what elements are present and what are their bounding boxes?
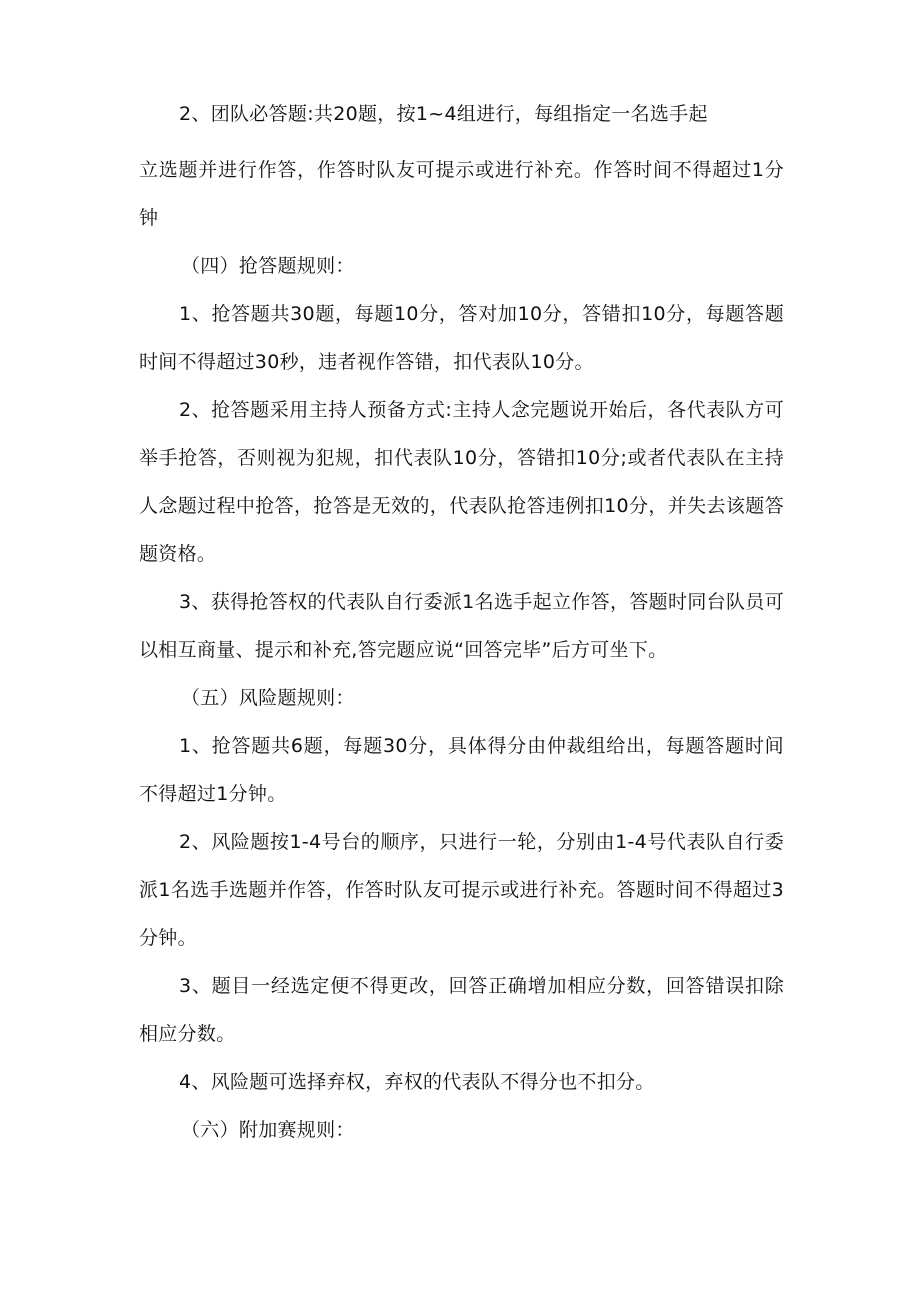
section-heading-tiebreaker-rules: （六）附加赛规则： (181, 1119, 355, 1141)
paragraph-risk-rule-4: 4、风险题可选择弃权，弃权的代表队不得分也不扣分。 (179, 1071, 655, 1093)
paragraph-risk-rule-1: 1、抢答题共6题，每题30分，具体得分由仲裁组给出，每题答题时间不得超过1分钟。 (139, 735, 784, 805)
paragraph-risk-rule-3: 3、题目一经选定便不得更改，回答正确增加相应分数，回答错误扣除相应分数。 (139, 975, 784, 1045)
section-heading-risk-rules: （五）风险题规则： (181, 687, 355, 709)
paragraph-buzzer-rule-2: 2、抢答题采用主持人预备方式:主持人念完题说开始后，各代表队方可举手抢答，否则视为犯规，扣代表队10分，答错扣10分;或者代表队在主持人念题过程中抢答，抢答是无效的，代表队抢答违例扣10分，并失去该题答题资格。 (139, 399, 784, 565)
paragraph-team-required-continued: 立选题并进行作答，作答时队友可提示或进行补充。作答时间不得超过1分钟 (139, 159, 784, 229)
paragraph-buzzer-rule-3: 3、获得抢答权的代表队自行委派1名选手起立作答，答题时同台队员可以相互商量、提示和补充,答完题应说“回答完毕”后方可坐下。 (139, 591, 784, 661)
paragraph-risk-rule-2: 2、风险题按1-4号台的顺序，只进行一轮，分别由1-4号代表队自行委派1名选手选题并作答，作答时队友可提示或进行补充。答题时间不得超过3分钟。 (139, 831, 784, 949)
section-heading-buzzer-rules: （四）抢答题规则： (181, 255, 355, 277)
paragraph-team-required-questions: 2、团队必答题:共20题，按1~4组进行，每组指定一名选手起 (179, 103, 708, 125)
paragraph-buzzer-rule-1: 1、抢答题共30题，每题10分，答对加10分，答错扣10分，每题答题时间不得超过30秒，违者视作答错，扣代表队10分。 (139, 303, 784, 373)
